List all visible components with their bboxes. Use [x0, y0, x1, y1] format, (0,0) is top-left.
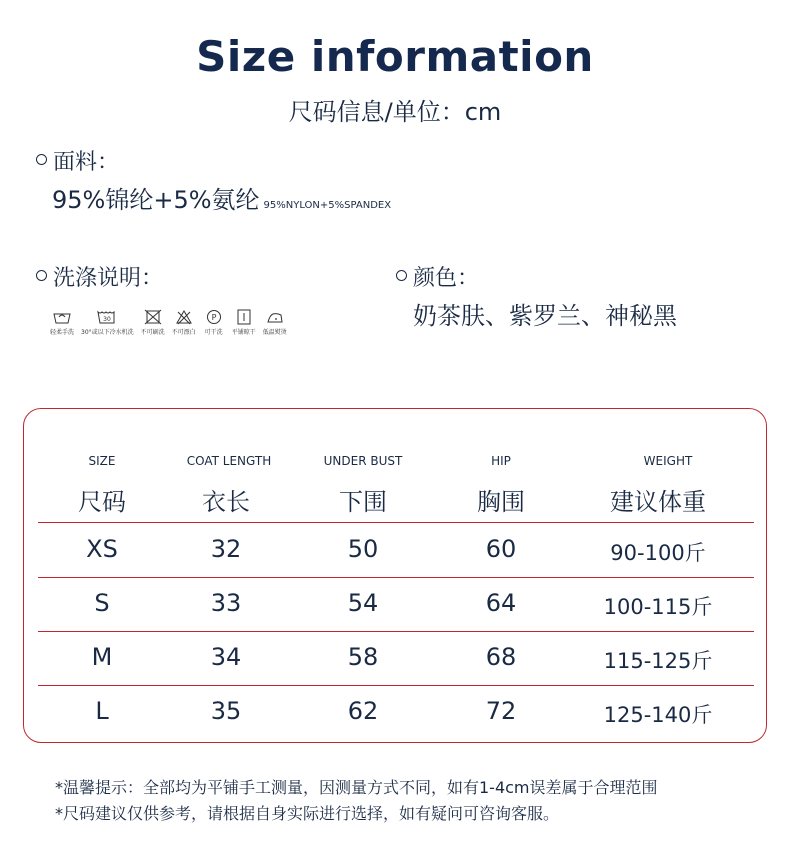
fabric-label: 面料：: [53, 150, 120, 175]
table-cell-under-bust: 58: [347, 643, 379, 671]
wash-item: P 可干洗: [203, 308, 225, 336]
table-cell-size: L: [95, 697, 109, 725]
table-cell-coat-length: 33: [210, 589, 242, 617]
wash-item: 低温熨烫: [263, 308, 287, 336]
table-cell-hip: 72: [485, 697, 517, 725]
table-cell-size: S: [94, 589, 110, 617]
header-en-under-bust: UNDER BUST: [323, 454, 403, 468]
header-cn-size: 尺码: [78, 488, 126, 516]
row-divider: [38, 631, 754, 632]
table-cell-hip: 64: [485, 589, 517, 617]
header-cn-coat-length: 衣长: [202, 488, 250, 516]
fabric-section-label: [36, 145, 119, 176]
bullet-icon: [36, 154, 47, 165]
table-cell-weight: 125-140斤: [603, 703, 713, 727]
line-dry-icon: [233, 308, 255, 326]
fabric-composition: 95%锦纶+5%氨纶: [52, 186, 260, 214]
svg-text:30: 30: [103, 316, 112, 323]
table-cell-under-bust: 54: [347, 589, 379, 617]
fabric-value: [52, 180, 391, 215]
wash-item: 不可漂白: [172, 308, 196, 336]
table-cell-under-bust: 62: [347, 697, 379, 725]
table-cell-coat-length: 34: [210, 643, 242, 671]
header-cn-under-bust: 下围: [339, 488, 387, 516]
color-value: 奶茶肤、紫罗兰、神秘黑: [413, 302, 677, 330]
color-label: 颜色：: [413, 266, 480, 291]
note-measurement: *温馨提示：全部均为平铺手工测量，因测量方式不同，如有1-4cm误差属于合理范围: [55, 778, 658, 797]
page-title: Size information: [196, 32, 594, 81]
no-bleach-icon: [173, 308, 195, 326]
header-en-coat-length: COAT LENGTH: [186, 454, 272, 468]
wash-item: 轻柔手洗: [50, 308, 74, 336]
fabric-composition-en: 95%NYLON+5%SPANDEX: [263, 200, 392, 211]
wash-icons: [50, 308, 294, 336]
hand-wash-icon: [51, 308, 73, 326]
wash-item: 30 30°或以下冷水机洗: [81, 308, 134, 336]
wash-item: 不可刷洗: [141, 308, 165, 336]
table-cell-weight: 100-115斤: [603, 595, 713, 619]
wash-label: 洗涤说明：: [53, 266, 164, 291]
page-subtitle: 尺码信息/单位：cm: [288, 98, 502, 126]
header-en-size: SIZE: [88, 454, 116, 468]
table-cell-size: M: [91, 643, 113, 671]
bullet-icon: [396, 270, 407, 281]
header-en-weight: WEIGHT: [643, 454, 693, 468]
low-iron-icon: [264, 308, 286, 326]
dry-clean-icon: [203, 308, 225, 326]
table-cell-hip: 68: [485, 643, 517, 671]
table-cell-hip: 60: [485, 535, 517, 563]
table-cell-size: XS: [86, 535, 118, 563]
table-cell-weight: 90-100斤: [610, 541, 706, 565]
no-wring-icon: [142, 308, 164, 326]
svg-text:P: P: [211, 313, 217, 322]
row-divider: [38, 577, 754, 578]
wash-section-label: [36, 261, 163, 292]
header-cn-hip: 胸围: [477, 488, 525, 516]
table-cell-coat-length: 32: [210, 535, 242, 563]
bullet-icon: [36, 270, 47, 281]
row-divider: [38, 685, 754, 686]
row-divider: [38, 522, 754, 523]
table-cell-coat-length: 35: [210, 697, 242, 725]
wash-item: 平铺晾干: [232, 308, 256, 336]
header-cn-weight: 建议体重: [610, 488, 706, 516]
table-cell-under-bust: 50: [347, 535, 379, 563]
machine-wash-30-icon: [96, 308, 118, 326]
color-section-label: [396, 261, 479, 292]
table-cell-weight: 115-125斤: [603, 649, 713, 673]
note-size-advice: *尺码建议仅供参考，请根据自身实际进行选择，如有疑问可咨询客服。: [55, 804, 560, 823]
header-en-hip: HIP: [491, 454, 511, 468]
